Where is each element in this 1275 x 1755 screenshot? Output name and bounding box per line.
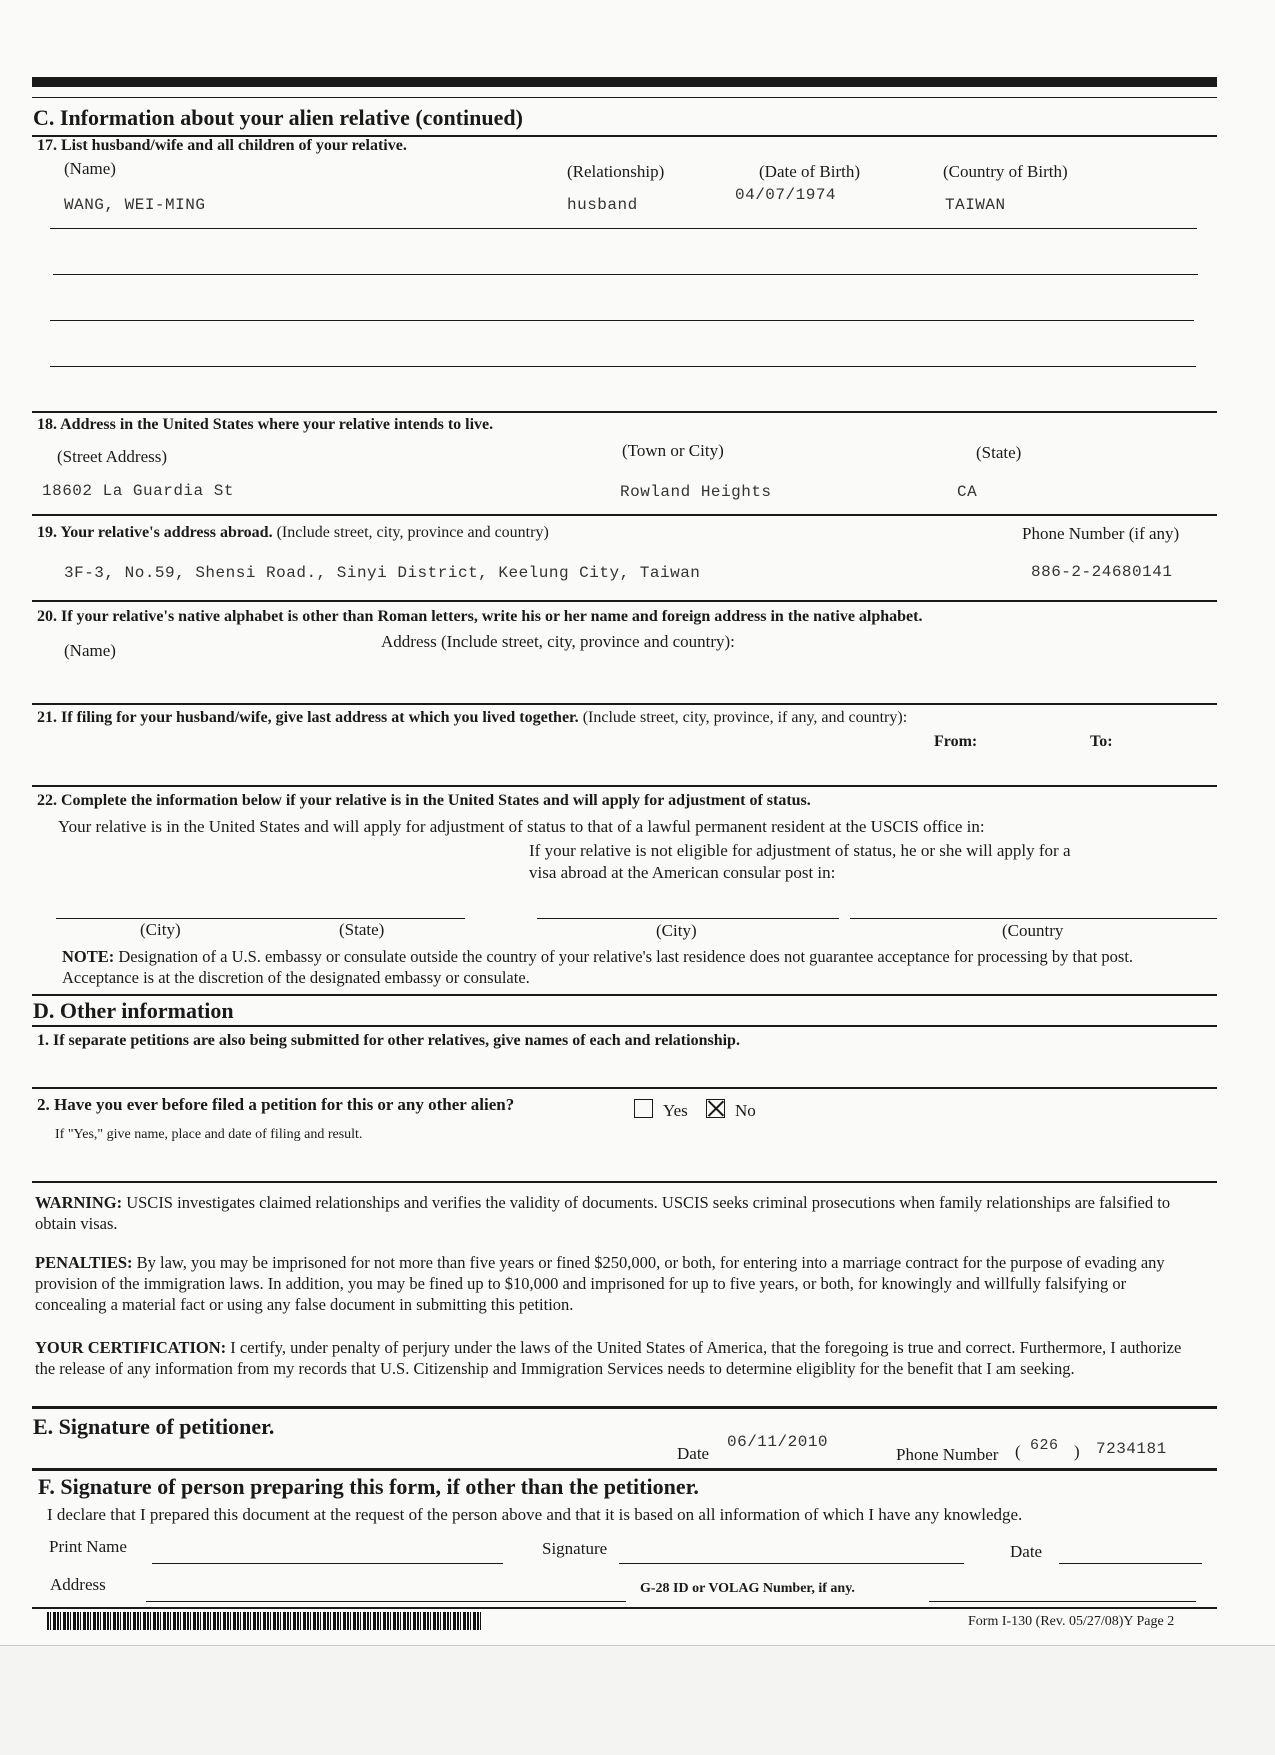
q21-label (37, 709, 907, 727)
divider (32, 1087, 1217, 1089)
divider (32, 600, 1217, 602)
q18-state[interactable]: CA (957, 483, 978, 501)
yes-label: Yes (663, 1101, 688, 1120)
divider (32, 1025, 1217, 1027)
q22-note-bold: NOTE: (62, 947, 115, 966)
q17-line (50, 228, 1197, 229)
phone-number[interactable]: 7234181 (1096, 1440, 1167, 1458)
q18-street[interactable]: 18602 La Guardia St (42, 482, 234, 500)
d-q2-note: If "Yes," give name, place and date of filing and result. (55, 1127, 363, 1142)
section-f-title: F. Signature of person preparing this form, if other than the petitioner. (38, 1474, 699, 1499)
preparer-date-label: Date (1010, 1542, 1043, 1561)
q17-line (53, 274, 1198, 275)
divider (32, 514, 1217, 516)
q17-col-name: (Name) (64, 159, 116, 178)
warning-bold: WARNING: (35, 1193, 123, 1212)
q19-label (37, 524, 549, 542)
q17-label: 17. List husband/wife and all children of your relative. (37, 137, 407, 154)
divider (32, 1607, 1217, 1609)
preparer-signature-label: Signature (542, 1539, 608, 1558)
q18-state-label: (State) (976, 443, 1022, 462)
q22-line1: Your relative is in the United States and will apply for adjustment of status to that of a lawful permanent resident at the USCIS office in: (58, 817, 985, 836)
q21-label-normal: (Include street, city, province, if any, and country): (582, 709, 908, 726)
q22-note-text: Designation of a U.S. embassy or consulate outside the country of your relative's last residence does not guarantee acceptance for processing by that post. Acceptance is at the discretion of the designated embassy or consulate. (62, 947, 1134, 987)
q18-city[interactable]: Rowland Heights (620, 483, 772, 501)
certification-paragraph (35, 1337, 1185, 1379)
divider (32, 703, 1217, 705)
g28-label: G-28 ID or VOLAG Number, if any. (640, 1581, 855, 1596)
q18-street-label: (Street Address) (57, 447, 168, 466)
date-label: Date (677, 1444, 710, 1463)
q22-office-line[interactable] (56, 918, 465, 919)
phone-label: Phone Number (896, 1445, 999, 1464)
q22-label: 22. Complete the information below if your relative is in the United States and will apply for adjustment of status. (37, 792, 811, 809)
declaration: I declare that I prepared this document at the request of the person above and that it is based on all information of which I have any knowledge. (47, 1505, 1023, 1524)
divider (32, 1181, 1217, 1183)
preparer-signature-field[interactable] (619, 1563, 964, 1564)
q17-row-name[interactable]: WANG, WEI-MING (64, 196, 206, 214)
preparer-address-field[interactable] (146, 1601, 626, 1602)
q19-phone-label: Phone Number (if any) (1022, 524, 1180, 543)
print-name-field[interactable] (152, 1563, 503, 1564)
section-d-title: D. Other information (33, 998, 234, 1023)
no-label: No (735, 1101, 756, 1120)
certification-text: I certify, under penalty of perjury under the laws of the United States of America, that the foregoing is true and correct. Furthermore, I authorize the release of any information from my records that U.S. Citizenship and Immigration Services needs to determine eligiblity for the benefit that I am seeking. (35, 1338, 1182, 1378)
divider (32, 785, 1217, 787)
q18-label: 18. Address in the United States where your relative intends to live. (37, 416, 494, 433)
section-c-title: C. Information about your alien relative (continued) (33, 105, 523, 130)
d-q2-label: 2. Have you ever before filed a petition for this or any other alien? (37, 1095, 515, 1114)
area-code[interactable]: 626 (1030, 1437, 1059, 1454)
q17-row-dob[interactable]: 04/07/1974 (735, 186, 837, 204)
penalties-bold: PENALTIES: (35, 1253, 133, 1272)
barcode (47, 1612, 482, 1630)
q21-label-bold: 21. If filing for your husband/wife, give last address at which you lived together. (37, 709, 579, 726)
g28-field[interactable] (929, 1601, 1196, 1602)
preparer-date-field[interactable] (1059, 1563, 1202, 1564)
top-bar (32, 77, 1217, 87)
divider (32, 411, 1217, 413)
warning-text: USCIS investigates claimed relationships and verifies the validity of documents. USCIS seeks criminal prosecutions when family relationships are falsified to obtain visas. (35, 1193, 1171, 1233)
q22-state-label: (State) (339, 920, 385, 939)
q17-col-country: (Country of Birth) (943, 162, 1068, 181)
penalties-paragraph (35, 1252, 1185, 1315)
q22-post-country-line[interactable] (850, 918, 1217, 919)
q19-phone[interactable]: 886-2-24680141 (1031, 563, 1173, 581)
preparer-address-label: Address (50, 1575, 106, 1594)
print-name-label: Print Name (49, 1537, 127, 1556)
yes-checkbox[interactable] (634, 1099, 653, 1118)
q19-label-normal: (Include street, city, province and country) (276, 524, 549, 541)
q22-line3: visa abroad at the American consular post in: (529, 863, 836, 882)
q17-row-country[interactable]: TAIWAN (945, 196, 1006, 214)
q20-name-label: (Name) (64, 641, 116, 660)
penalties-text: By law, you may be imprisoned for not more than five years or fined $250,000, or both, for entering into a marriage contract for the purpose of evading any provision of the immigration laws. In addition, you may be fined up to $10,000 and imprisoned for up to five years, or both, for knowingly and willfully falsifying or concealing a material fact or using any false document in submitting this petition. (35, 1253, 1165, 1314)
q22-note (62, 946, 1172, 988)
q22-line2: If your relative is not eligible for adjustment of status, he or she will apply for a (529, 841, 1071, 860)
form-id: Form I-130 (Rev. 05/27/08)Y Page 2 (968, 1614, 1175, 1629)
d-q1-label: 1. If separate petitions are also being submitted for other relatives, give names of each and relationship. (37, 1032, 740, 1049)
q19-address[interactable]: 3F-3, No.59, Shensi Road., Sinyi District, Keelung City, Taiwan (64, 564, 701, 582)
q17-col-relationship: (Relationship) (567, 162, 665, 181)
divider (32, 994, 1217, 996)
q17-row-relationship[interactable]: husband (567, 196, 638, 214)
signature-date[interactable]: 06/11/2010 (727, 1433, 829, 1451)
q21-from-label: From: (934, 733, 978, 750)
q17-line (50, 366, 1196, 367)
warning-paragraph (35, 1192, 1185, 1234)
q17-col-dob: (Date of Birth) (759, 162, 861, 181)
phone-open-paren: ( (1015, 1442, 1021, 1461)
q22-city2-label: (City) (656, 921, 697, 940)
phone-close-paren: ) (1074, 1442, 1080, 1461)
q20-label: 20. If your relative's native alphabet is other than Roman letters, write his or her name and foreign address in the native alphabet. (37, 608, 923, 625)
divider (32, 97, 1217, 98)
section-e-title: E. Signature of petitioner. (33, 1414, 275, 1439)
divider (32, 1468, 1217, 1471)
no-checkbox[interactable] (706, 1099, 725, 1118)
q22-city-label: (City) (140, 920, 181, 939)
q21-to-label: To: (1090, 733, 1113, 750)
certification-bold: YOUR CERTIFICATION: (35, 1338, 227, 1357)
q18-city-label: (Town or City) (622, 441, 724, 460)
q19-label-bold: 19. Your relative's address abroad. (37, 524, 273, 541)
q17-line (50, 320, 1194, 321)
q22-post-city-line[interactable] (537, 918, 839, 919)
q22-country-label: (Country (1002, 921, 1064, 940)
divider (32, 1406, 1217, 1409)
q20-address-label: Address (Include street, city, province and country): (381, 632, 735, 651)
